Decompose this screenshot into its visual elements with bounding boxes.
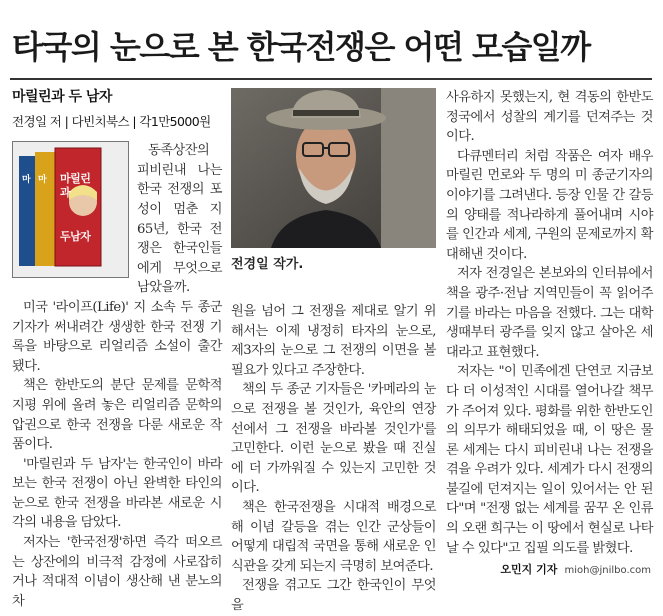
reporter-email[interactable]: mioh@jnilbo.com <box>564 565 651 576</box>
paragraph: '마릴린과 두 남자'는 한국인이 바라보는 한국 전쟁이 아닌 완벽한 타인의 눈으로 한국 전쟁을 바라본 새로운 시각의 내용을 담았다. <box>12 456 222 531</box>
paragraph: 다큐멘터리 처럼 작품은 여자 배우 마릴린 먼로와 두 명의 미 종군기자의 이야기를 그려낸다. 등장 인물 간 갈등의 양태를 적나라하게 풀어내며 시야를 인간과 세계, 구원의 문제로까지 확대해낸 것이다. <box>446 148 653 262</box>
article-column-3 <box>446 88 653 558</box>
book-info: 전경일 저 | 다빈치북스 | 각1만5000원 <box>12 113 211 129</box>
book-covers-illustration <box>13 142 128 277</box>
paragraph: 책은 한반도의 분단 문제를 문학적 지평 위에 올려 놓은 리얼리즘 문학의 압권으로 한국 전쟁을 다룬 새로운 작품이다. <box>12 378 222 453</box>
paragraph: 미국 '라이프(Life)' 지 소속 두 종군기자가 써내려간 생생한 한국 전쟁 기록을 바탕으로 리얼리즘 소설이 출간됐다. <box>12 299 222 374</box>
paragraph: 저자 전경일은 본보와의 인터뷰에서 책을 광주·전남 지역민들이 꼭 읽어주기를 바라는 마음을 전했다. 그는 대학생때부터 광주를 잊지 않고 살아온 세대라고 표현했다. <box>446 266 653 360</box>
byline <box>500 561 651 577</box>
paragraph: 원을 넘어 그 전쟁을 제대로 알기 위해서는 이제 냉정히 타자의 눈으로, 제3자의 눈으로 그 전쟁의 이면을 볼 필요가 있다고 주장한다. <box>231 304 436 378</box>
book-cover-image <box>12 141 129 278</box>
book-title: 마릴린과 두 남자 <box>12 89 112 105</box>
svg-text:마릴린: 마릴린 <box>60 172 91 186</box>
intro-paragraph: 동족상잔의 피비린내 나는 한국 전쟁의 포성이 멈춘 지 65년, 한국 전쟁은 한국인들에게 무엇으로 남았을까. <box>137 143 222 296</box>
paragraph: 책은 한국전쟁을 시대적 배경으로 해 이념 갈등을 겪는 인간 군상들이 어떻게 대립적 국면을 통해 새로운 인식관을 갖게 되는지 극명히 보여준다. <box>231 499 436 574</box>
author-photo <box>231 88 436 248</box>
svg-text:과: 과 <box>60 186 71 200</box>
svg-text:마: 마 <box>22 175 31 186</box>
reporter-name: 오민지 기자 <box>500 563 558 576</box>
photo-caption: 전경일 작가. <box>231 257 304 272</box>
author-portrait-image <box>231 88 436 248</box>
paragraph: 전쟁을 겪고도 그간 한국인이 무엇을 <box>231 578 436 613</box>
svg-text:두남자: 두남자 <box>60 230 91 244</box>
svg-text:마: 마 <box>38 175 47 186</box>
article-column-2 <box>231 302 436 616</box>
paragraph: 사유하지 못했는지, 현 격동의 한반도 정국에서 성찰의 계기를 던져주는 것이다. <box>446 90 653 145</box>
headline-rule <box>10 78 652 80</box>
paragraph: 책의 두 종군 기자들은 '카메라의 눈으로 전쟁을 볼 것인가, 육안의 연장선에서 그 전쟁을 바라볼 것인가'를 고민한다. 이런 눈으로 봤을 때 진실에 더 가까워질 수 있는지 고민한 것이다. <box>231 382 436 496</box>
headline: 타국의 눈으로 본 한국전쟁은 어떤 모습일까 <box>12 28 590 66</box>
paragraph: 저자는 "이 민족에겐 단연코 지금보다 더 이성적인 시대를 열어나갈 책무가 주어져 있다. 평화를 위한 한반도인의 의무가 해태되었을 때, 이 땅은 물론 세계는 다시 피비린내 나는 전쟁을 겪을 우려가 있다. 세계가 다시 전쟁의 불길에 던져지는 일이 있어서는 안 된다"며 "전쟁 없는 세계를 꿈꾸 온 인류의 오랜 희구는 이 땅에서 현실로 나타날 수 있다"고 집필 의도를 밝혔다. <box>446 364 653 556</box>
article-column-1 <box>12 88 222 611</box>
paragraph: 저자는 '한국전쟁'하면 즉각 떠오르는 상잔에의 비극적 감정에 사로잡히거나 적대적 이념이 생산해 낸 분노의 차 <box>12 535 222 609</box>
